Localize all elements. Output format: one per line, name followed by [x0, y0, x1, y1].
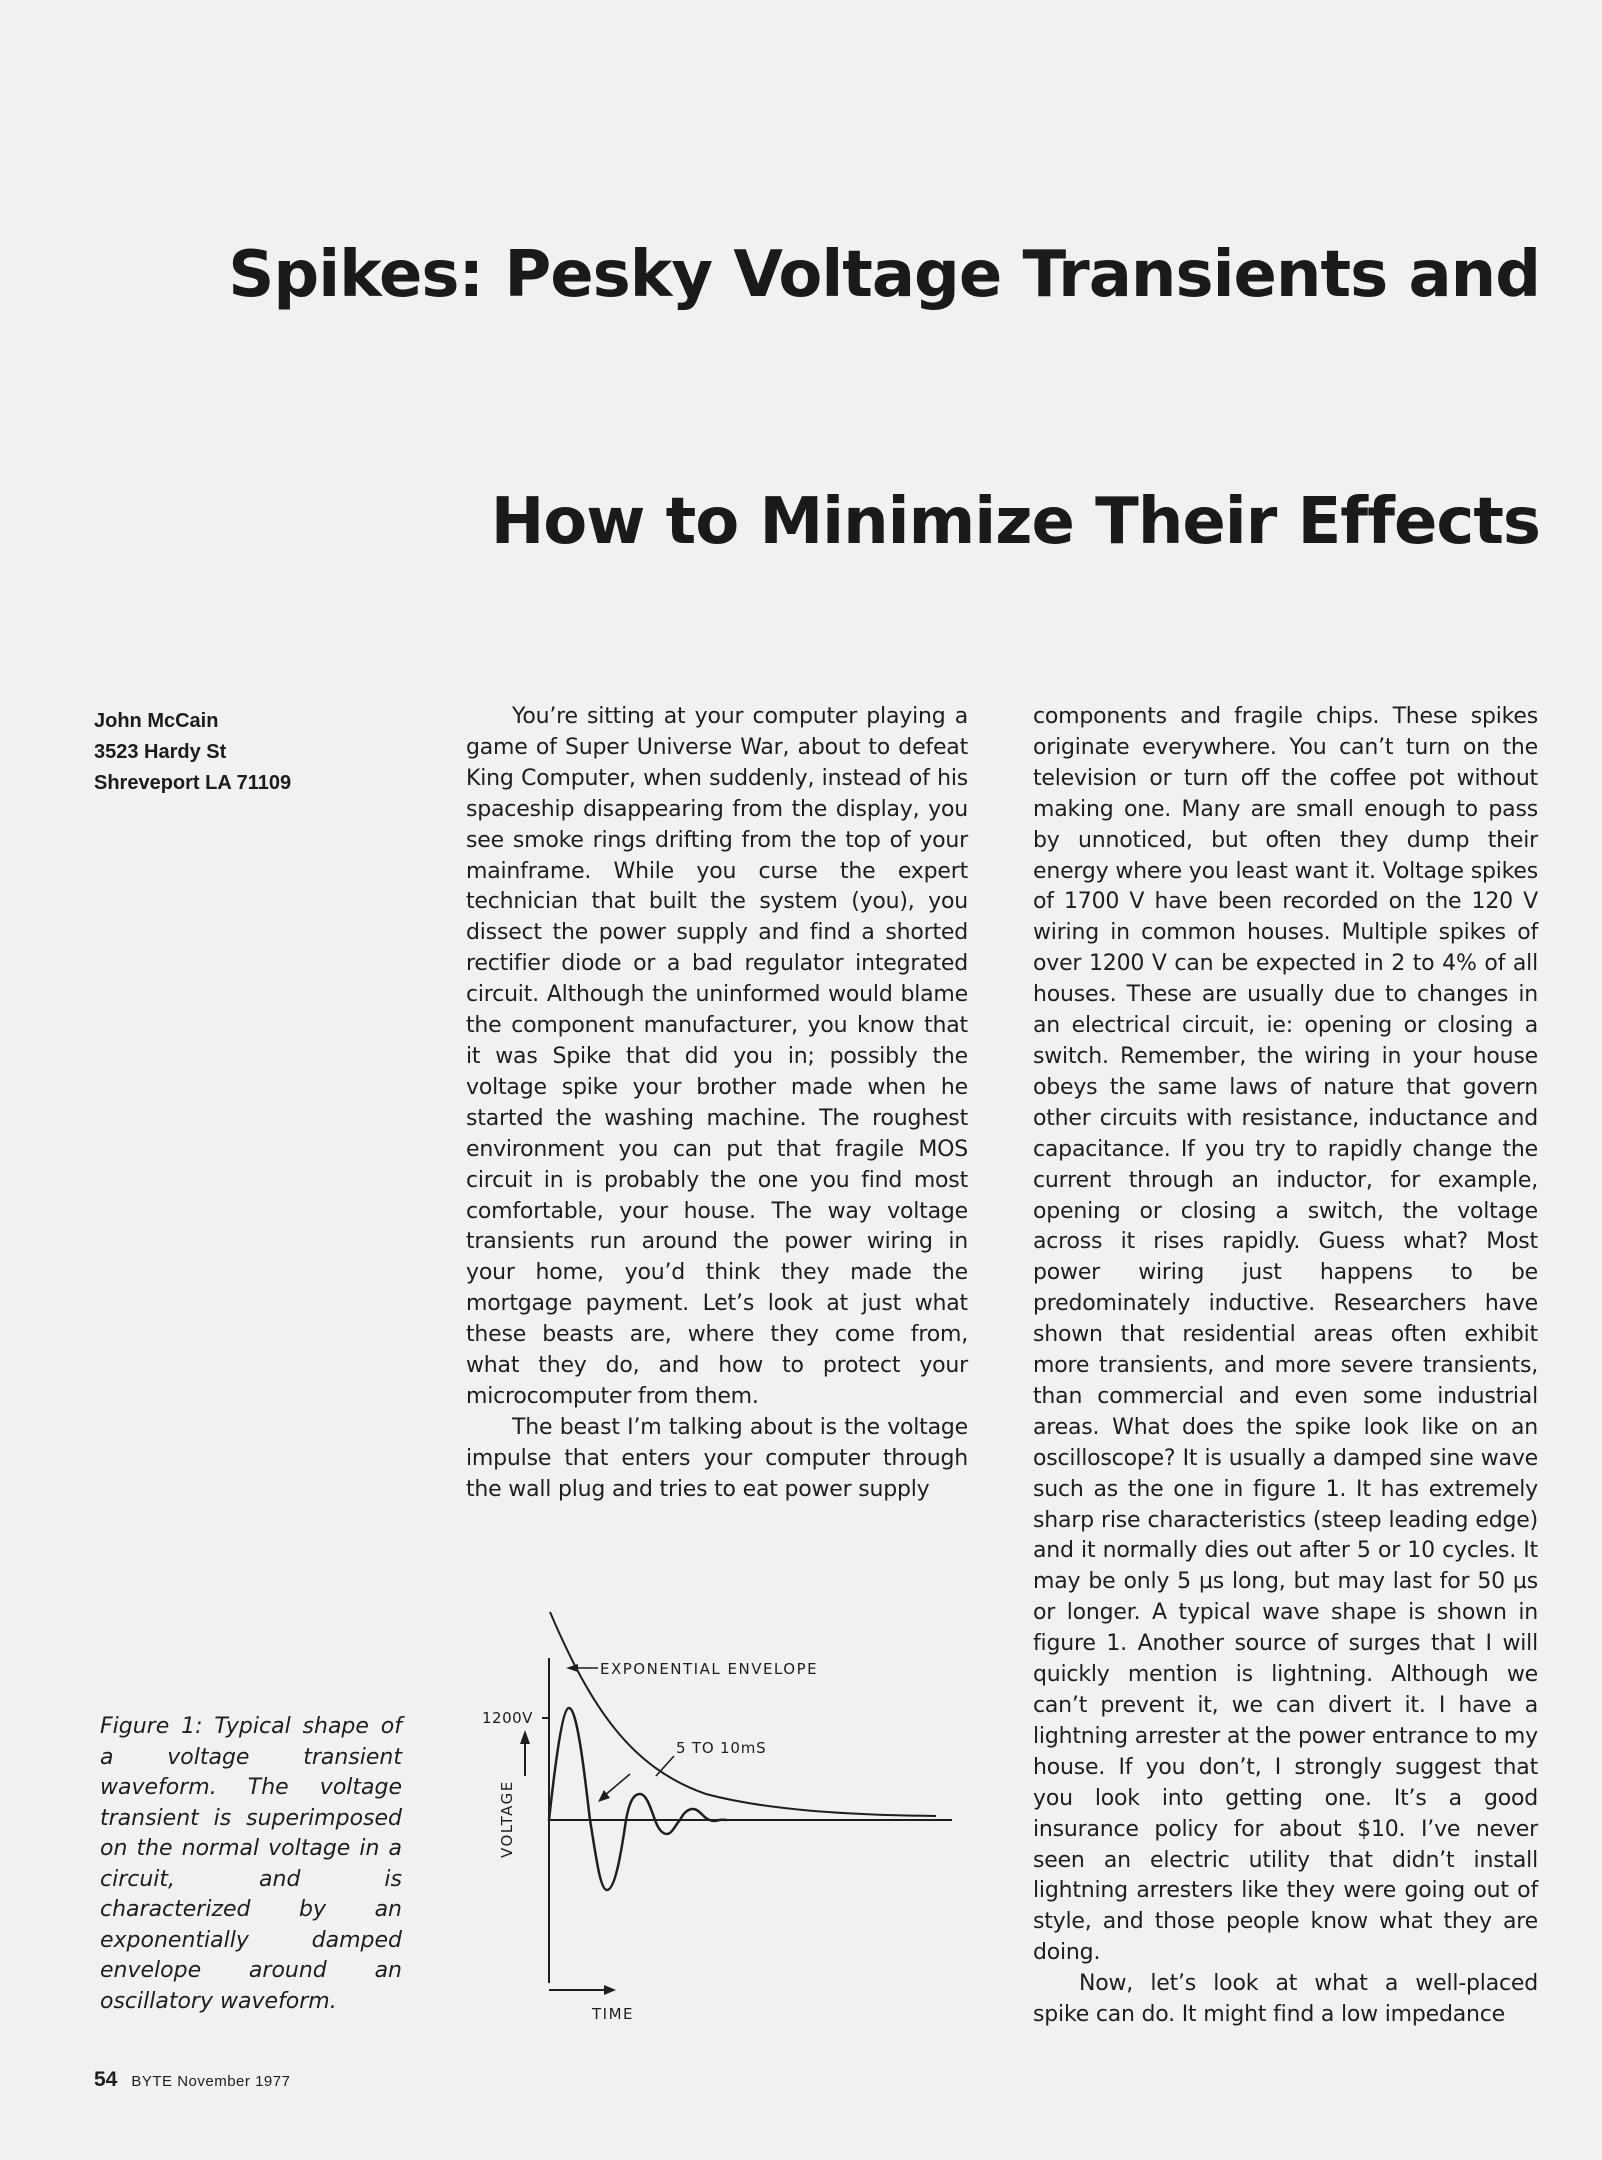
envelope-pointer-arrowhead [566, 1664, 578, 1672]
body-column-right [1033, 702, 1538, 2031]
body-column-middle [466, 702, 968, 1506]
author-street: 3523 Hardy St [94, 741, 227, 763]
paragraph: components and fragile chips. These spikes originate everywhere. You can’t turn on the television or turn off the coffee pot without making one. Many are small enough to pass by unnoticed, but often they dump their energy where you least want it. Voltage spikes of 1700 V have been recorded on the 120 V wiring in common houses. Multiple spikes of over 1200 V can be expected in 2 to 4% of all houses. These are usually due to changes in an electrical circuit, ie: opening or closing a switch. Remember, the wiring in your house obeys the same laws of nature that govern other circuits with resistance, inductance and capacitance. If you try to rapidly change the current through an inductor, for example, opening or closing a switch, the voltage across it rises rapidly. Guess what? Most power wiring just happens to be predominately inductive. Researchers have shown that residential areas often exhibit more transients, and more severe transients, than commercial and even some industrial areas. What does the spike look like on an oscilloscope? It is usually a damped sine wave such as the one in figure 1. It has extremely sharp rise characteristics (steep leading edge) and it normally dies out after 5 or 10 cycles. It may be only 5 µs long, but may last for 50 µs or longer. A typical wave shape is shown in figure 1. Another source of surges that I will quickly mention is lightning. Although we can’t prevent it, we can divert it. I have a lightning arrester at the power entrance to my house. If you don’t, I strongly suggest that you look into getting one. It’s a good insurance policy for about $10. I’ve never seen an electric utility that didn’t install lightning arresters like they were going out of style, and those people know what they are doing. [1033, 704, 1538, 1966]
label-time: TIME [592, 2005, 635, 2023]
author-name: John McCain [94, 710, 219, 732]
voltage-up-arrowhead [520, 1730, 530, 1744]
exponential-envelope-curve [550, 1612, 936, 1816]
damped-oscillation-curve [549, 1708, 726, 1890]
article-title-line-1: Spikes: Pesky Voltage Transients and [228, 238, 1540, 312]
page-number: 54 [94, 2068, 118, 2091]
figure-caption: Figure 1: Typical shape of a voltage transient waveform. The voltage transient is superimposed on the normal voltage in a circuit, and is characterized by an exponentially damped envelope around an oscillatory waveform. [100, 1714, 402, 2014]
page-footer [94, 2068, 290, 2092]
article-title-line-2: How to Minimize Their Effects [490, 485, 1540, 559]
figure-1-waveform-diagram [466, 1598, 966, 2038]
time-arrowhead [604, 1985, 616, 1995]
label-voltage: VOLTAGE [498, 1780, 516, 1858]
publication-line: BYTE November 1977 [131, 2073, 291, 2090]
paragraph: You’re sitting at your computer playing a game of Super Universe War, about to defeat King Computer, when suddenly, instead of his spaceship disappearing from the display, you see smoke rings drifting from the top of your mainframe. While you curse the expert technician that built the system (you), you dissect the power supply and find a shorted rectifier diode or a bad regulator integrated circuit. Although the uninformed would blame the component manufacturer, you know that it was Spike that did you in; possibly the voltage spike your brother made when he started the washing machine. The roughest environment you can put that fragile MOS circuit in is probably the one you find most comfortable, your house. The way voltage transients run around the power wiring in your home, you’d think they made the mortgage payment. Let’s look at just what these beasts are, where they come from, what they do, and how to protect your microcomputer from them. [466, 704, 968, 1409]
label-exponential-envelope: EXPONENTIAL ENVELOPE [600, 1660, 819, 1678]
label-5-to-10ms: 5 TO 10mS [676, 1739, 767, 1757]
duration-arrow-line [604, 1774, 630, 1796]
waveform-svg [466, 1598, 966, 2038]
paragraph: Now, let’s look at what a well-placed spike can do. It might find a low impedance [1033, 1971, 1538, 2028]
author-city: Shreveport LA 71109 [94, 772, 292, 794]
duration-pointer-line [656, 1756, 674, 1776]
paragraph: The beast I’m talking about is the voltage impulse that enters your computer through the wall plug and tries to eat power supply [466, 1414, 968, 1502]
author-block [94, 706, 394, 799]
label-1200v: 1200V [482, 1709, 533, 1727]
